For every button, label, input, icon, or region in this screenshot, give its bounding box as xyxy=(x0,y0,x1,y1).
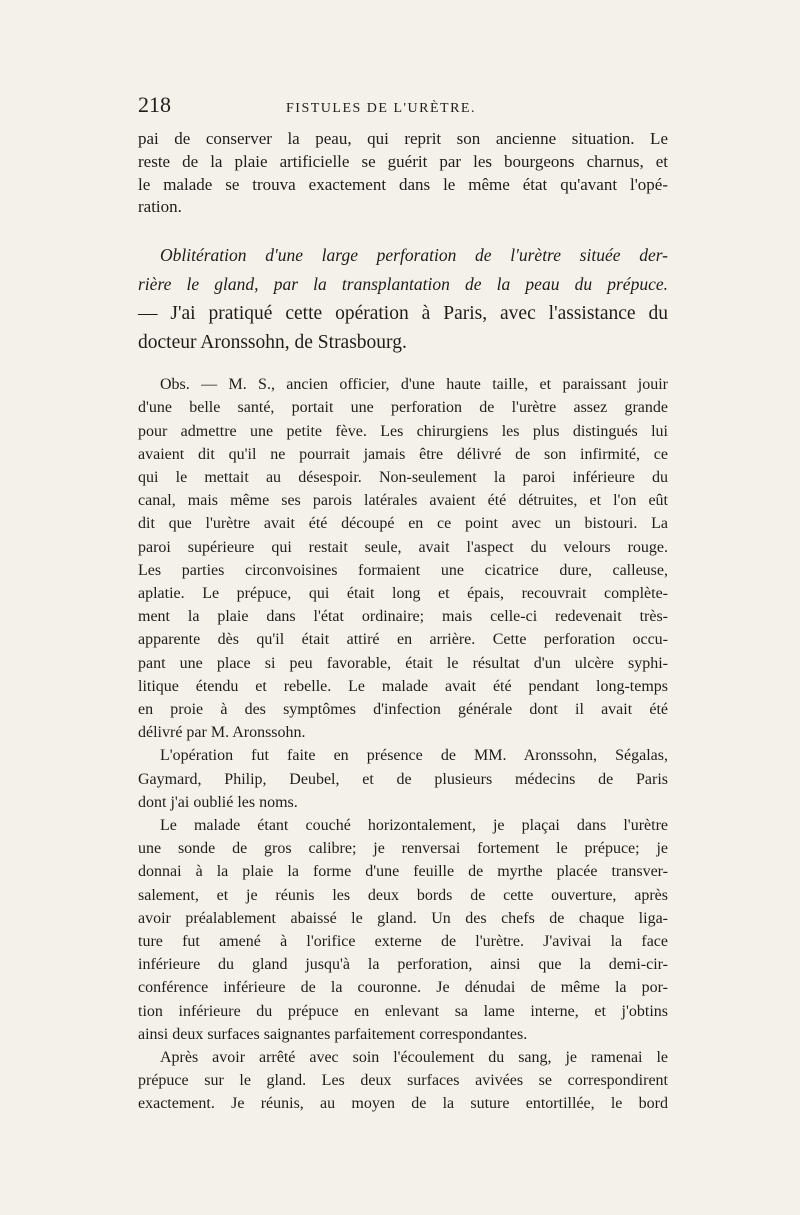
procedure-paragraph xyxy=(138,814,668,1046)
text-line: le malade se trouva exactement dans le même état qu'avant l'opé- xyxy=(138,174,668,194)
section-title-line: Oblitération d'une large perforation de l'urètre située der- xyxy=(160,245,668,266)
text-line: pant une place si peu favorable, était le résultat d'un ulcère syphi- xyxy=(138,654,668,672)
text-line: ment la plaie dans l'état ordinaire; mais celle-ci redevenait très- xyxy=(138,608,668,626)
section-intro-line: docteur Aronssohn, de Strasbourg. xyxy=(138,332,407,354)
observation-paragraph xyxy=(138,373,668,744)
text-line: paroi supérieure qui restait seule, avait l'aspect du velours rouge. xyxy=(138,538,668,556)
text-line: donnai à la plaie la forme d'une feuille de myrthe placée transver- xyxy=(138,863,668,881)
text-line: exactement. Je réunis, au moyen de la suture entortillée, le bord xyxy=(138,1095,668,1113)
text-line: en proie à des symptômes d'infection générale dont il avait été xyxy=(138,701,668,719)
text-line: Le malade étant couché horizontalement, je plaçai dans l'urètre xyxy=(160,817,668,835)
section-intro-line: — J'ai pratiqué cette opération à Paris, avec l'assistance du xyxy=(138,303,668,325)
text-line: reste de la plaie artificielle se guérit par les bourgeons charnus, et xyxy=(138,151,668,171)
text-line: prépuce sur le gland. Les deux surfaces avivées se correspondirent xyxy=(138,1072,668,1090)
text-line: ture fut amené à l'orifice externe de l'urètre. J'avivai la face xyxy=(138,933,668,951)
text-line: tion inférieure du prépuce en enlevant sa lame interne, et j'obtins xyxy=(138,1002,668,1020)
text-line: d'une belle santé, portait une perforation de l'urètre assez grande xyxy=(138,399,668,417)
section-title-line: rière le gland, par la transplantation de la peau du prépuce. xyxy=(138,274,668,295)
text-line: ainsi deux surfaces saignantes parfaitement correspondantes. xyxy=(138,1025,528,1043)
text-line: avoir préalablement abaissé le gland. Un des chefs de chaque liga- xyxy=(138,909,668,927)
text-line: avaient dit qu'il ne pourrait jamais être délivré de son infirmité, ce xyxy=(138,445,668,463)
page-number: 218 xyxy=(138,92,171,117)
text-line: ration. xyxy=(138,197,182,217)
closing-paragraph xyxy=(138,1046,668,1116)
section-heading-block xyxy=(138,241,668,357)
text-line: Après avoir arrêté avec soin l'écoulement du sang, je ramenai le xyxy=(160,1049,668,1067)
text-line: Les parties circonvoisines formaient une cicatrice dure, calleuse, xyxy=(138,561,668,579)
text-line: qui le mettait au désespoir. Non-seulement la paroi inférieure du xyxy=(138,469,668,486)
paragraph-end-previous xyxy=(138,128,668,219)
book-page xyxy=(138,92,668,1116)
text-line: dit que l'urètre avait été découpé en ce point avec un bistouri. La xyxy=(138,515,668,533)
text-line: canal, mais même ses parois latérales avaient été détruites, et l'on eût xyxy=(138,492,668,510)
text-line: une sonde de gros calibre; je renversai fortement le prépuce; je xyxy=(138,840,668,858)
text-line: litique étendu et rebelle. Le malade avait été pendant long-temps xyxy=(138,677,668,695)
running-title: FISTULES DE L'URÈTRE. xyxy=(286,101,476,116)
page-header xyxy=(138,92,668,122)
text-line: dont j'ai oublié les noms. xyxy=(138,793,298,811)
text-line: apparente dès qu'il était attiré en arrière. Cette perforation occu- xyxy=(138,631,668,649)
text-line: L'opération fut faite en présence de MM. Aronssohn, Ségalas, xyxy=(160,747,668,765)
operation-paragraph xyxy=(138,744,668,814)
text-line: inférieure du gland jusqu'à la perforation, ainsi que la demi-cir- xyxy=(138,956,668,974)
text-line: délivré par M. Aronssohn. xyxy=(138,724,306,742)
text-line: pour admettre une petite fève. Les chirurgiens les plus distingués lui xyxy=(138,422,668,440)
text-line: salement, et je réunis les deux bords de cette ouverture, après xyxy=(138,886,668,904)
text-line: Obs. — M. S., ancien officier, d'une haute taille, et paraissant jouir xyxy=(160,376,668,394)
text-line: pai de conserver la peau, qui reprit son ancienne situation. Le xyxy=(138,129,668,148)
observation-block xyxy=(138,373,668,1116)
text-line: Gaymard, Philip, Deubel, et de plusieurs médecins de Paris xyxy=(138,770,668,788)
text-line: aplatie. Le prépuce, qui était long et épais, recouvrait complète- xyxy=(138,585,668,603)
text-line: conférence inférieure de la couronne. Je dénudai de même la por- xyxy=(138,979,668,997)
